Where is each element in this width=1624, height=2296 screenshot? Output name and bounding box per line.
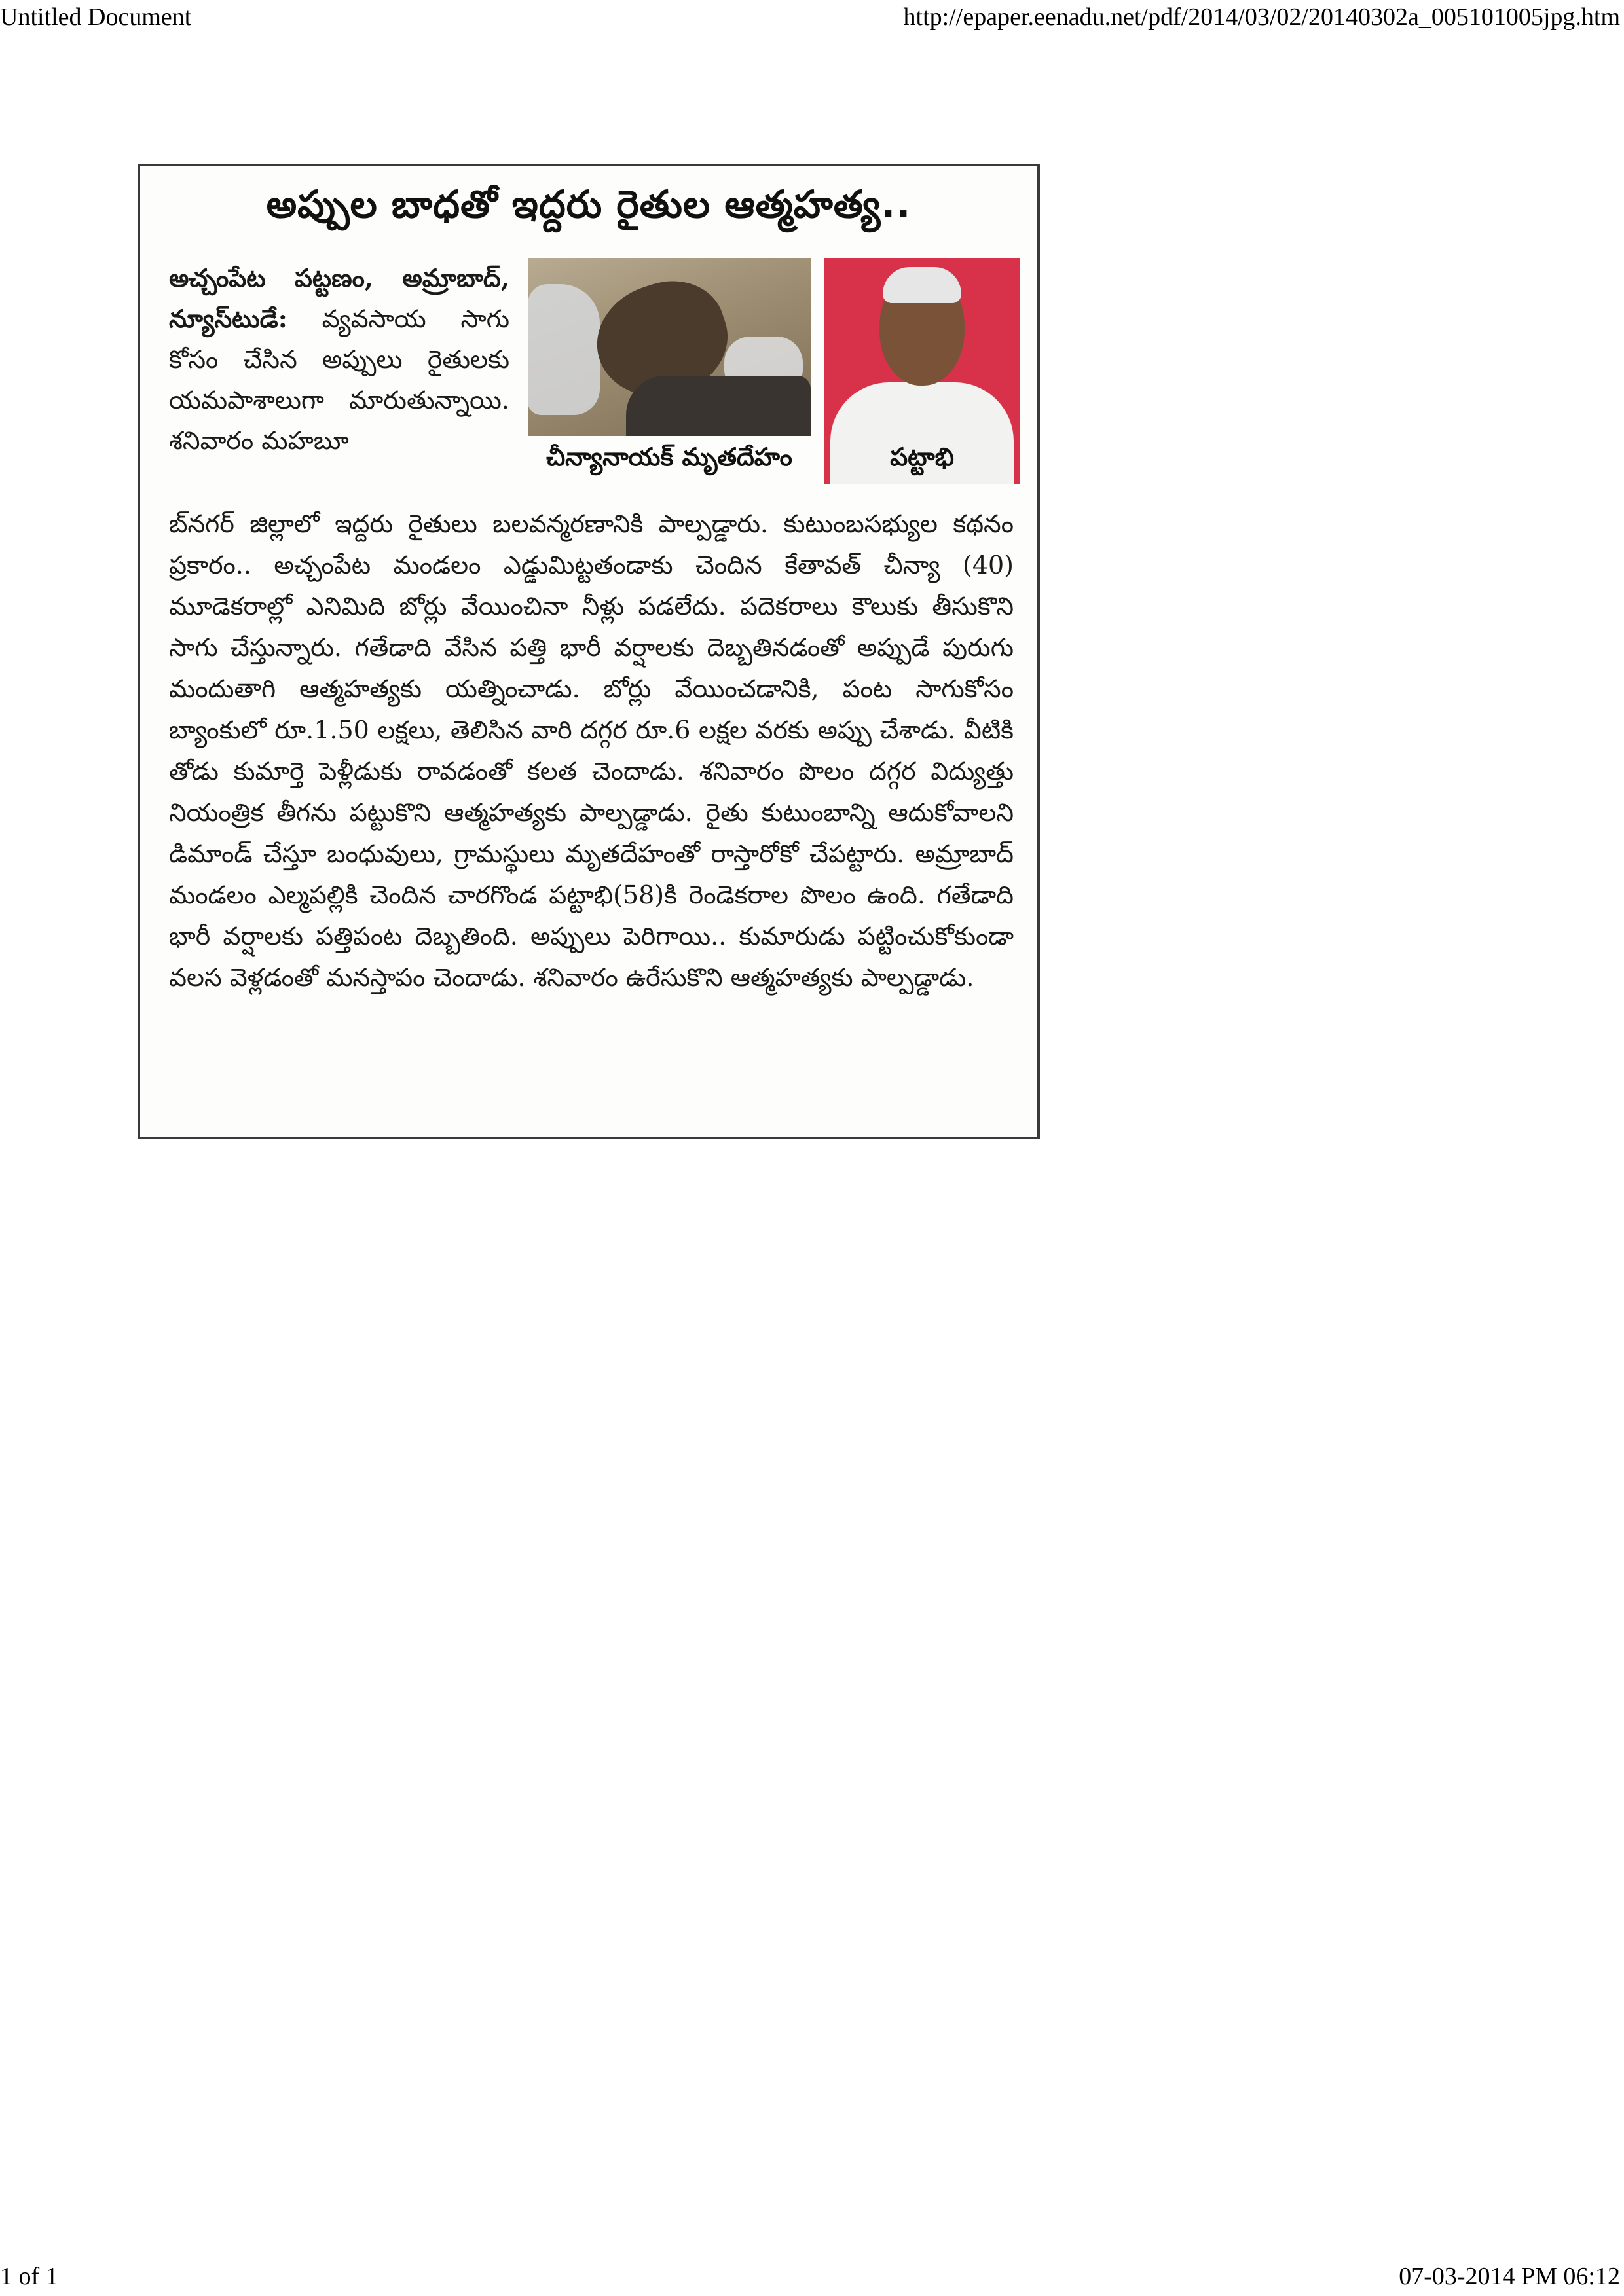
photo-caption-1: చీన్యానాయక్ మృతదేహం	[546, 443, 792, 471]
article-lead-text: వ్యవసాయ సాగు కోసం చేసిన అప్పులు రైతులకు యమపాశాలుగా మారుతున్నాయి. శనివారం మహబూ	[169, 304, 509, 455]
deceased-farmer-photo	[528, 258, 811, 436]
print-footer-page-count: 1 of 1	[0, 2263, 58, 2290]
article-body: బ్‌నగర్ జిల్లాలో ఇద్దరు రైతులు బలవన్మరణానికి పాల్పడ్డారు. కుటుంబసభ్యుల కథనం ప్రకారం.. అచ్చంపేట మండలం ఎడ్డుమిట్టతండాకు చెందిన కేతావత్ చీన్యా (40) మూడెకరాల్లో ఎనిమిది బోర్లు వేయించినా నీళ్లు పడలేదు. పదెకరాలు కౌలుకు తీసుకొని సాగు చేస్తున్నారు. గతేడాది వేసిన పత్తి భారీ వర్షాలకు దెబ్బతినడంతో అప్పుడే పురుగు మందుతాగి ఆత్మహత్యకు యత్నించాడు. బోర్లు వేయించడానికి, పంట సాగుకోసం బ్యాంకులో రూ.1.50 లక్షలు, తెలిసిన వారి దగ్గర రూ.6 లక్షల వరకు అప్పు చేశాడు. వీటికి తోడు కుమార్తె పెళ్లీడుకు రావడంతో కలత చెందాడు. శనివారం పొలం దగ్గర విద్యుత్తు నియంత్రిక తీగను పట్టుకొని ఆత్మహత్యకు పాల్పడ్డాడు. రైతు కుటుంబాన్ని ఆదుకోవాలని డిమాండ్ చేస్తూ బంధువులు, గ్రామస్థులు మృతదేహంతో రాస్తారోకో చేపట్టారు. అమ్రాబాద్ మండలం ఎల్మపల్లికి చెందిన చారగొండ పట్టాభి(58)కి రెండెకరాల పొలం ఉంది. గతేడాది భారీ వర్షాలకు పత్తిపంట దెబ్బతింది. అప్పులు పెరిగాయి.. కుమారుడు పట్టించుకోకుండా వలస వెళ్లడంతో మనస్తాపం చెందాడు. శనివారం ఉరేసుకొని ఆత్మహత్యకు పాల్పడ్డాడు.	[169, 509, 1014, 992]
article-lead	[169, 258, 509, 461]
print-header-url: http://epaper.eenadu.net/pdf/2014/03/02/20140302a_005101005jpg.htm	[903, 3, 1620, 31]
newspaper-clipping	[138, 164, 1040, 1139]
print-footer-timestamp: 07-03-2014 PM 06:12	[1399, 2263, 1620, 2290]
photo-caption-2: పట్టాభి	[890, 443, 954, 471]
print-header-title: Untitled Document	[0, 3, 192, 31]
article-dateline: అచ్చంపేట పట్టణం, అమ్రాబాద్, న్యూస్‌టుడే:	[169, 263, 509, 333]
article-headline: అప్పుల బాధతో ఇద్దరు రైతుల ఆత్మహత్య..	[266, 182, 912, 227]
